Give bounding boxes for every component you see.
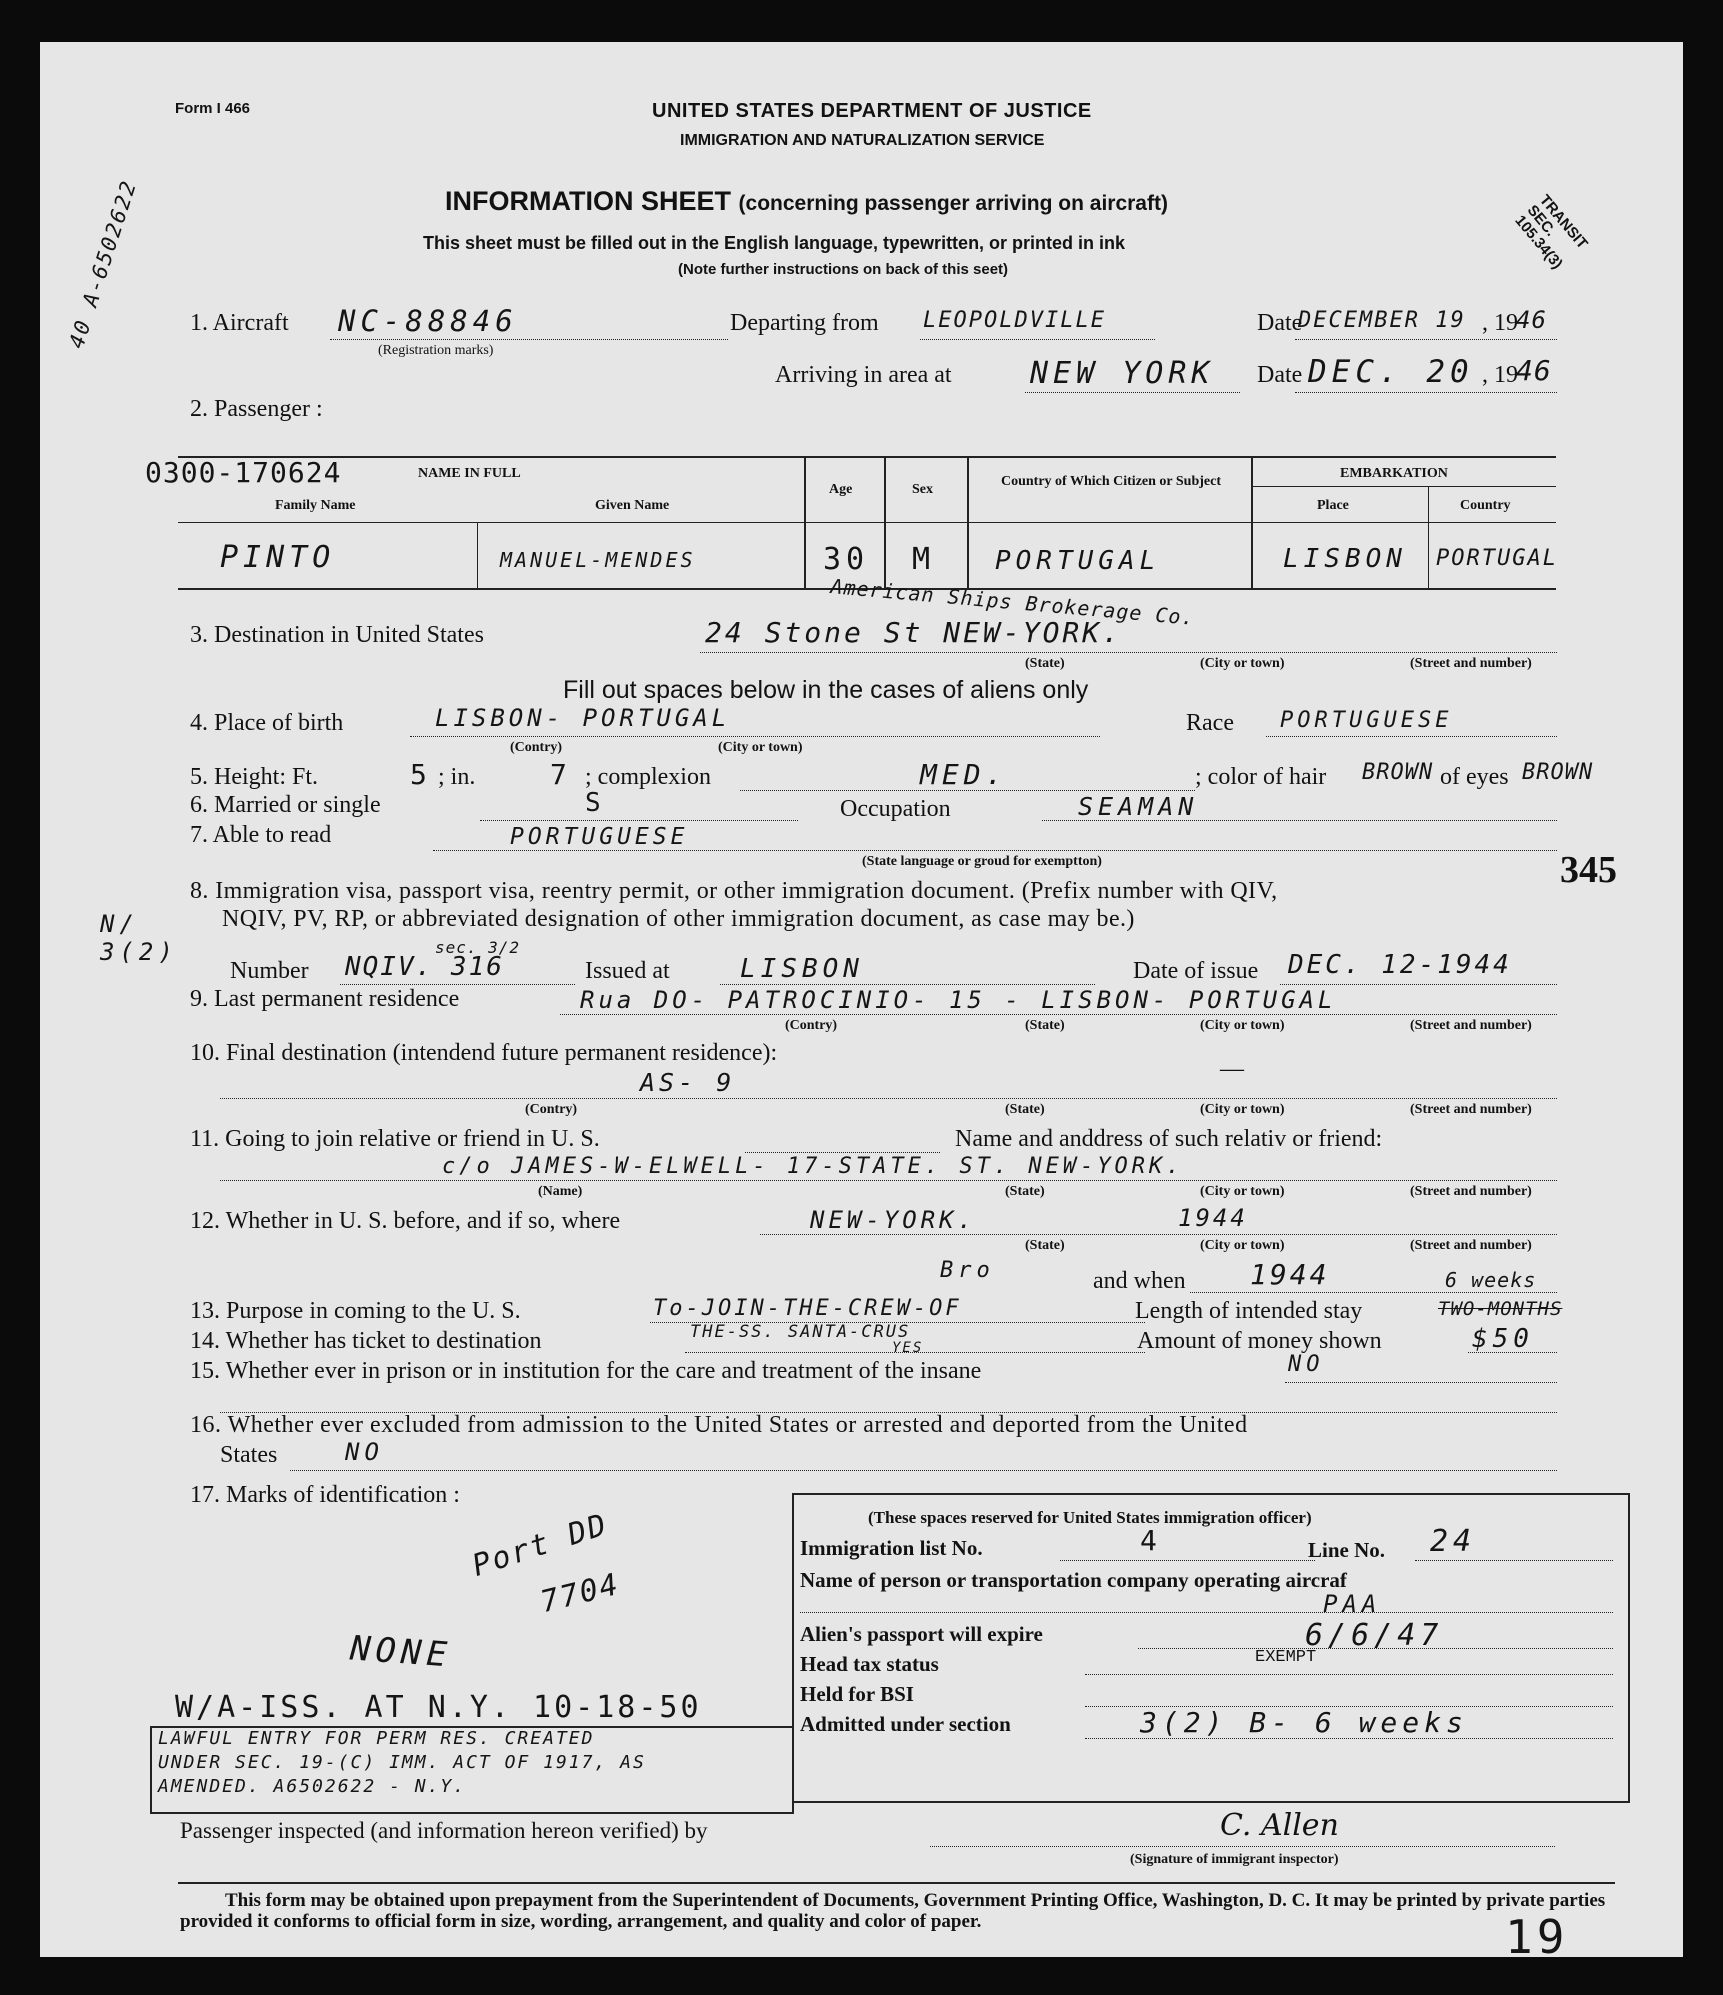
height-in-label: ; in. [438, 764, 476, 790]
depart-date-label: Date [1257, 310, 1303, 336]
passport-label: Alien's passport will expire [800, 1622, 1043, 1646]
q14-value: THE-SS. SANTA-CRUS [690, 1322, 911, 1342]
line-no-value: 24 [1430, 1524, 1477, 1559]
instructions-note: (Note further instructions on back of this seet) [678, 261, 1009, 278]
given-name-value: MANUEL-MENDES [500, 548, 696, 572]
embark-country-value: PORTUGAL [1436, 546, 1558, 571]
q11-sub-city: (City or town) [1200, 1184, 1285, 1199]
race-value: PORTUGUESE [1280, 708, 1453, 733]
q11-sub-name: (Name) [538, 1184, 583, 1199]
aircraft-value: NC-88846 [338, 304, 518, 338]
q12-year: 1944 [1178, 1204, 1248, 1232]
age-value: 30 [823, 542, 870, 577]
admitted-value: 3(2) B- 6 weeks [1140, 1706, 1468, 1739]
q12-sub-city: (City or town) [1200, 1238, 1285, 1253]
q4-label: 4. Place of birth [190, 710, 344, 736]
q7-label: 7. Able to read [190, 822, 332, 848]
admitted-label: Admitted under section [800, 1712, 1011, 1736]
company-label: Name of person or transportation company operating aircraf [800, 1568, 1347, 1592]
q11-value: c/o JAMES-W-ELWELL- 17-STATE. ST. NEW-YORK. [442, 1154, 1184, 1179]
q12-sub-street: (Street and number) [1410, 1238, 1532, 1253]
q3-label: 3. Destination in United States [190, 622, 484, 648]
list-no-value: 4 [1140, 1524, 1162, 1557]
stay-value: TWO-MONTHS [1438, 1298, 1563, 1320]
embark-place-header: Place [1317, 498, 1349, 513]
q11-sub-street: (Street and number) [1410, 1184, 1532, 1199]
q3-annotation: American Ships Brokerage Co. [829, 574, 1196, 630]
departing-label: Departing from [730, 310, 879, 336]
q12-sub-state: (State) [1025, 1238, 1065, 1253]
date-issue-label: Date of issue [1133, 958, 1259, 984]
q12-label: 12. Whether in U. S. before, and if so, where [190, 1208, 621, 1234]
sex-value: M [912, 542, 936, 577]
q9-sub-city: (City or town) [1200, 1018, 1285, 1033]
q10-sub-city: (City or town) [1200, 1102, 1285, 1117]
q3-sub-state: (State) [1025, 656, 1065, 671]
money-value: $50 [1472, 1324, 1534, 1354]
q8-stamp: 345 [1560, 849, 1617, 891]
q8-text1: 8. Immigration visa, passport visa, reentry permit, or other immigration document. (Prefix number with QIV, [190, 878, 1278, 904]
money-label: Amount of money shown [1137, 1328, 1382, 1354]
family-name-header: Family Name [275, 498, 356, 513]
marks-value-1: Port DD [468, 1507, 613, 1584]
q13-label: 13. Purpose in coming to the U. S. [190, 1298, 521, 1324]
q10-value: AS- 9 [640, 1068, 736, 1097]
q16-value: NO [345, 1438, 384, 1466]
when-value: 1944 [1250, 1258, 1330, 1291]
q3-sub-city: (City or town) [1200, 656, 1285, 671]
aliens-heading: Fill out spaces below in the cases of aliens only [563, 676, 1089, 704]
line-no-label: Line No. [1308, 1538, 1386, 1562]
number-label: Number [230, 958, 309, 984]
q11-sub-state: (State) [1005, 1184, 1045, 1199]
number-note: sec. 3/2 [435, 938, 521, 957]
q14-value2: YES [892, 1340, 924, 1356]
citizen-country-header: Country of Which Citizen or Subject [1001, 474, 1221, 489]
issued-value: LISBON [740, 954, 864, 984]
given-name-header: Given Name [595, 498, 670, 513]
bsi-label: Held for BSI [800, 1682, 914, 1706]
page-title [445, 186, 1168, 217]
passenger-id-number: 0300-170624 [145, 456, 342, 489]
sex-header: Sex [912, 482, 933, 497]
family-name-value: PINTO [220, 540, 336, 575]
hair-label: ; color of hair [1195, 764, 1327, 790]
warrant-line-3: UNDER SEC. 19-(C) IMM. ACT OF 1917, AS [158, 1752, 646, 1773]
height-ft: 5 [410, 758, 432, 791]
citizen-country-value: PORTUGAL [995, 546, 1161, 576]
complexion-label: ; complexion [585, 764, 711, 790]
registration-sub: (Registration marks) [378, 343, 494, 358]
arriving-label: Arriving in area at [775, 362, 952, 388]
hair-value: BROWN [1362, 760, 1434, 785]
depart-date-value: DECEMBER 19 [1298, 308, 1466, 333]
warrant-line-2: LAWFUL ENTRY FOR PERM RES. CREATED [158, 1728, 595, 1749]
embark-country-header: Country [1460, 498, 1511, 513]
transit-stamp: TRANSIT SEC. 105.34(3) [1511, 191, 1591, 273]
q8-text2: NQIV, PV, RP, or abbreviated designation of other immigration document, as case may be.) [222, 906, 1135, 932]
information-sheet-form [40, 42, 1683, 1957]
officer-heading: (These spaces reserved for United States immigration officer) [868, 1508, 1312, 1527]
q10-sub-country: (Contry) [525, 1102, 578, 1117]
q6-label: 6. Married or single [190, 792, 381, 818]
q9-sub-state: (State) [1025, 1018, 1065, 1033]
q5-label: 5. Height: Ft. [190, 764, 319, 790]
arrive-date-value: DEC. 20 [1308, 354, 1474, 390]
q4-value: LISBON- PORTUGAL [435, 704, 731, 732]
tax-value: EXEMPT [1255, 1648, 1317, 1667]
when-label: and when [1093, 1268, 1186, 1294]
service-title: IMMIGRATION AND NATURALIZATION SERVICE [680, 132, 1045, 149]
occupation-label: Occupation [840, 796, 951, 822]
q11-label2: Name and anddress of such relativ or friend: [955, 1126, 1383, 1152]
case-note: N/ 3(2) [100, 910, 178, 966]
q10-sub-street: (Street and number) [1410, 1102, 1532, 1117]
departing-value: LEOPOLDVILLE [923, 308, 1106, 333]
inspector-signature: C. Allen [1220, 1808, 1339, 1843]
warrant-line-4: AMENDED. A6502622 - N.Y. [158, 1776, 467, 1797]
q15-value: NO [1288, 1352, 1325, 1377]
title-sub: (concerning passenger arriving on aircraft) [738, 192, 1168, 215]
number-value: NQIV. 316 [345, 952, 504, 982]
stay-label: Length of intended stay [1135, 1298, 1363, 1324]
arrive-year: 46 [1516, 354, 1552, 387]
age-header: Age [829, 482, 853, 497]
q11-label: 11. Going to join relative or friend in U. S. [190, 1126, 600, 1152]
q10-sub-state: (State) [1005, 1102, 1045, 1117]
date-issue-value: DEC. 12-1944 [1288, 950, 1512, 980]
marks-value-3: NONE [348, 1628, 454, 1676]
q7-sub: (State language or groud for exemptton) [862, 854, 1102, 869]
q4-sub-city: (City or town) [718, 740, 803, 755]
q17-label: 17. Marks of identification : [190, 1482, 460, 1508]
company-value: PAA [1323, 1590, 1382, 1618]
q3-sub-street: (Street and number) [1410, 656, 1532, 671]
read-value: PORTUGUESE [510, 824, 689, 850]
q9-value: Rua DO- PATROCINIO- 15 - LISBON- PORTUGAL [580, 986, 1337, 1014]
passenger-label: 2. Passenger : [190, 396, 323, 422]
name-in-full-header: NAME IN FULL [418, 466, 521, 481]
arriving-value: NEW YORK [1030, 356, 1215, 391]
occupation-value: SEAMAN [1078, 792, 1199, 821]
q15-label: 15. Whether ever in prison or in institution for the care and treatment of the insane [190, 1358, 982, 1384]
page-number: 19 [1505, 1910, 1569, 1957]
department-title: UNITED STATES DEPARTMENT OF JUSTICE [652, 100, 1092, 122]
married-value: S [585, 788, 606, 818]
marks-value-2: 7704 [536, 1566, 624, 1621]
arrive-date-label: Date [1257, 362, 1303, 388]
passport-value: 6/6/47 [1305, 1618, 1444, 1653]
depart-year-prefix: , 19 [1482, 310, 1518, 336]
q9-label: 9. Last permanent residence [190, 986, 460, 1012]
issued-label: Issued at [585, 958, 670, 984]
warrant-line-1: W/A-ISS. AT N.Y. 10-18-50 [175, 1690, 702, 1725]
title-main: INFORMATION SHEET [445, 186, 731, 216]
aircraft-label: 1. Aircraft [190, 310, 289, 336]
arrive-year-prefix: , 19 [1482, 362, 1518, 388]
form-number: Form I 466 [175, 100, 251, 117]
instructions: This sheet must be filled out in the English language, typewritten, or printed in ink [423, 233, 1126, 253]
signature-sub: (Signature of immigrant inspector) [1130, 1852, 1339, 1867]
embark-place-value: LISBON [1283, 544, 1407, 574]
q4-sub-country: (Contry) [510, 740, 563, 755]
eyes-label: of eyes [1440, 764, 1509, 790]
q13-value: To-JOIN-THE-CREW-OF [653, 1296, 962, 1321]
complexion-value: MED. [920, 758, 1008, 791]
q12-when-note: Bro [940, 1258, 995, 1283]
q10-label: 10. Final destination (intendend future permanent residence): [190, 1040, 778, 1066]
race-label: Race [1186, 710, 1234, 736]
depart-year: 46 [1516, 306, 1547, 334]
q16-label1: 16. Whether ever excluded from admission to the United States or arrested and deported from the United [190, 1412, 1248, 1438]
embarkation-header: EMBARKATION [1340, 466, 1448, 481]
q10-dash: — [1220, 1056, 1244, 1082]
q14-label: 14. Whether has ticket to destination [190, 1328, 542, 1354]
q9-sub-country: (Contry) [785, 1018, 838, 1033]
footer-text: This form may be obtained upon prepayment from the Superintendent of Documents, Government Printing Office, Washington, D. C. It may be printed by private parties provided it conforms to official form in size, wording, arrangement, and quality and color of paper. [180, 1890, 1606, 1932]
q9-sub-street: (Street and number) [1410, 1018, 1532, 1033]
file-number-note: 40 A-6502622 [64, 176, 142, 352]
list-no-label: Immigration list No. [800, 1536, 983, 1560]
q3-value: 24 Stone St NEW-YORK. [705, 616, 1123, 649]
inspection-label: Passenger inspected (and information hereon verified) by [180, 1818, 708, 1843]
eyes-value: BROWN [1522, 760, 1594, 785]
tax-label: Head tax status [800, 1652, 939, 1676]
stay-note: 6 weeks [1445, 1268, 1537, 1292]
q16-label2: States [220, 1442, 278, 1468]
q12-value: NEW-YORK. [810, 1206, 977, 1234]
height-in: 7 [550, 758, 572, 791]
